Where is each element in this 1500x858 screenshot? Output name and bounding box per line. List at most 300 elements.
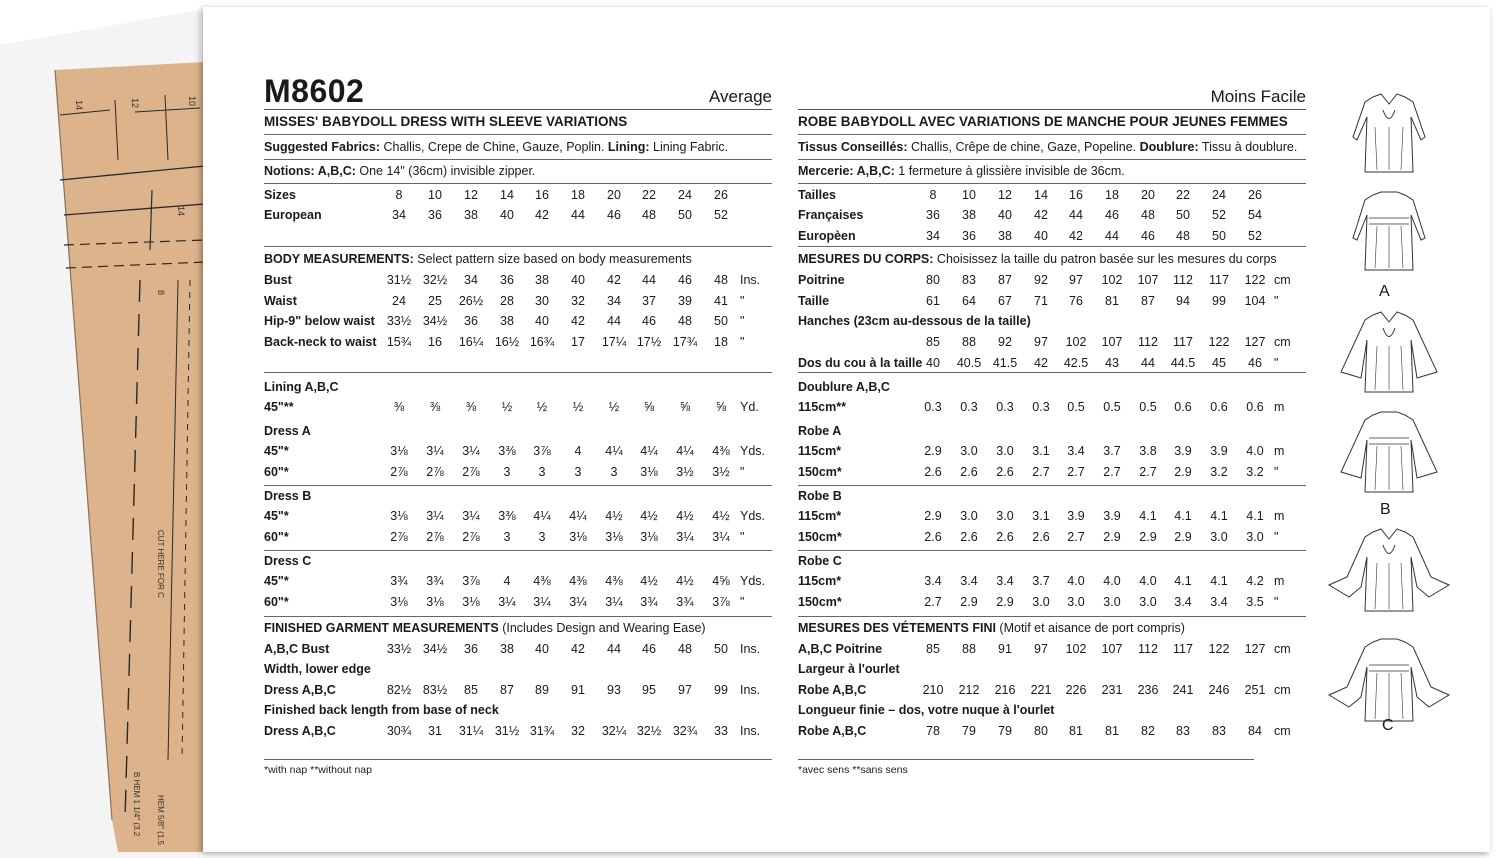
- dress-sketch: [1329, 529, 1449, 611]
- size-value: 117: [1209, 273, 1229, 287]
- row-label: 115cm**: [798, 400, 846, 414]
- body-measurements-en: BODY MEASUREMENTS: Select pattern size based on body measurements: [264, 252, 692, 266]
- size-value: 34½: [422, 314, 448, 328]
- size-value: 97: [1034, 335, 1048, 349]
- size-value: ⅜: [429, 400, 441, 414]
- size-value: 18: [714, 335, 728, 349]
- size-value: 42: [571, 642, 585, 656]
- size-value: 4⅝: [712, 574, 730, 588]
- size-value: 95: [642, 683, 656, 697]
- size-value: 2.9: [1174, 465, 1192, 479]
- size-value: 42: [571, 314, 585, 328]
- size-value: 40: [535, 314, 549, 328]
- dress-sketch: [1329, 639, 1449, 721]
- size-value: 84: [1248, 724, 1262, 738]
- size-value: 0.3: [996, 400, 1014, 414]
- size-value: 4⅜: [605, 574, 623, 588]
- row-label: 115cm*: [798, 444, 842, 458]
- size-value: 38: [500, 642, 514, 656]
- unit-label: Ins.: [740, 724, 761, 738]
- size-value: 251: [1244, 683, 1266, 697]
- unit-label: cm: [1274, 683, 1291, 697]
- size-value: 127: [1244, 335, 1266, 349]
- size-value: 42: [1069, 229, 1083, 243]
- unit-label: m: [1274, 400, 1285, 414]
- size-value: 3.7: [1103, 444, 1121, 458]
- hanches-label: Hanches (23cm au-dessous de la taille): [798, 314, 1031, 328]
- size-value: 87: [500, 683, 514, 697]
- size-value: 42: [607, 273, 621, 287]
- size-value: 34: [607, 294, 621, 308]
- size-value: 4½: [676, 509, 694, 523]
- size-value: 2.7: [1139, 465, 1157, 479]
- size-value: 3¼: [462, 509, 480, 523]
- size-value: 4.1: [1210, 509, 1228, 523]
- size-value: 2.7: [1032, 465, 1050, 479]
- size-value: 85: [926, 335, 940, 349]
- size-value: 117: [1173, 642, 1193, 656]
- size-value: 97: [1034, 642, 1048, 656]
- unit-label: m: [1274, 574, 1285, 588]
- size-value: 2⅞: [462, 530, 480, 544]
- size-value: 50: [714, 314, 728, 328]
- size-value: 3¾: [390, 574, 408, 588]
- size-value: 102: [1065, 335, 1087, 349]
- size-value: 83½: [422, 683, 448, 697]
- row-label: Back-neck to waist: [264, 335, 377, 349]
- size-value: ½: [501, 400, 513, 414]
- size-value: 3: [503, 530, 511, 544]
- unit-label: ": [1274, 465, 1279, 479]
- size-value: ½: [608, 400, 620, 414]
- lining-views-en: Lining A,B,C: [264, 380, 339, 394]
- length-label-en: Finished back length from base of neck: [264, 703, 499, 717]
- view-label-b: B: [1380, 501, 1391, 518]
- unit-label: m: [1274, 444, 1285, 458]
- size-value: 3½: [712, 465, 730, 479]
- sizes-label-en: Sizes: [264, 188, 296, 202]
- size-value: 3: [538, 465, 546, 479]
- size-value: 3¼: [676, 530, 694, 544]
- size-value: 45: [1212, 356, 1226, 370]
- unit-label: cm: [1274, 642, 1291, 656]
- row-label: Waist: [264, 294, 297, 308]
- size-value: 38: [962, 208, 976, 222]
- size-value: 2.9: [924, 444, 942, 458]
- size-value: 4: [574, 444, 582, 458]
- size-value: 85: [926, 642, 940, 656]
- size-value: 50: [678, 208, 692, 222]
- size-value: 3.0: [960, 444, 978, 458]
- sizes-label-fr: Tailles: [798, 188, 836, 202]
- size-value: 22: [642, 188, 656, 202]
- size-value: 4⅜: [712, 444, 730, 458]
- size-value: 67: [998, 294, 1012, 308]
- size-value: 17¾: [672, 335, 698, 349]
- row-label: Poitrine: [798, 273, 845, 287]
- size-value: 32¾: [672, 724, 698, 738]
- size-value: 3⅛: [605, 530, 623, 544]
- size-value: 91: [571, 683, 585, 697]
- size-value: 3.9: [1210, 444, 1228, 458]
- size-value: 3¼: [712, 530, 730, 544]
- row-label: 60"*: [264, 595, 289, 609]
- notions-fr: Mercerie: A,B,C: 1 fermeture à glissière invisible de 36cm.: [798, 164, 1125, 178]
- size-value: 79: [998, 724, 1012, 738]
- size-value: 3.4: [1210, 595, 1228, 609]
- size-value: 25: [428, 294, 442, 308]
- size-value: 30: [535, 294, 549, 308]
- size-value: 4½: [676, 574, 694, 588]
- size-value: 46: [1105, 208, 1119, 222]
- size-value: 3⅛: [462, 595, 480, 609]
- size-value: 4.1: [1139, 509, 1157, 523]
- size-value: 122: [1208, 642, 1230, 656]
- size-value: 4¼: [676, 444, 694, 458]
- unit-label: ": [740, 335, 745, 349]
- size-value: 3.4: [1067, 444, 1085, 458]
- size-value: 12: [998, 188, 1012, 202]
- size-value: 46: [607, 208, 621, 222]
- size-value: 127: [1244, 642, 1266, 656]
- size-value: 36: [428, 208, 442, 222]
- size-value: 0.5: [1139, 400, 1157, 414]
- finished-measurements-en: FINISHED GARMENT MEASUREMENTS (Includes Design and Wearing Ease): [264, 621, 706, 635]
- size-value: 3⅞: [462, 574, 480, 588]
- size-value: ½: [536, 400, 548, 414]
- size-value: 8: [929, 188, 937, 202]
- size-value: 3.0: [996, 444, 1014, 458]
- size-value: 4½: [712, 509, 730, 523]
- size-value: 89: [535, 683, 549, 697]
- row-label: Hip-9" below waist: [264, 314, 375, 328]
- view-label-a: A: [1379, 283, 1390, 300]
- fabrics-en: Suggested Fabrics: Challis, Crepe de Chine, Gauze, Poplin. Lining: Lining Fabric.: [264, 140, 729, 154]
- size-value: 2.6: [996, 530, 1014, 544]
- size-value: 3.9: [1103, 509, 1121, 523]
- size-value: 3¾: [640, 595, 658, 609]
- size-value: 4.1: [1210, 574, 1228, 588]
- row-label: Robe A,B,C: [798, 724, 867, 738]
- size-value: 38: [535, 273, 549, 287]
- size-value: 3.0: [1103, 595, 1121, 609]
- size-value: 33½: [386, 642, 412, 656]
- unit-label: ": [740, 595, 745, 609]
- largeur-label: Largeur à l'ourlet: [798, 662, 900, 676]
- size-value: 4.1: [1174, 509, 1192, 523]
- size-value: 94: [1176, 294, 1190, 308]
- size-value: 36: [926, 208, 940, 222]
- size-value: 3: [574, 465, 582, 479]
- size-value: 3: [503, 465, 511, 479]
- unit-label: ": [740, 314, 745, 328]
- row-label: 115cm*: [798, 509, 842, 523]
- size-value: 46: [642, 642, 656, 656]
- size-value: 97: [1069, 273, 1083, 287]
- size-value: 44: [642, 273, 656, 287]
- size-value: 34: [392, 208, 406, 222]
- size-value: 39: [678, 294, 692, 308]
- size-value: 31¼: [458, 724, 484, 738]
- size-value: 4¼: [569, 509, 587, 523]
- size-value: 43: [1105, 356, 1119, 370]
- row-label: Dos du cou à la taille: [798, 356, 923, 370]
- size-value: 46: [642, 314, 656, 328]
- size-value: 34: [464, 273, 478, 287]
- size-value: 3⅛: [569, 530, 587, 544]
- size-value: 4.0: [1103, 574, 1121, 588]
- size-value: 2.7: [1067, 465, 1085, 479]
- size-value: 48: [678, 314, 692, 328]
- row-label: 45"*: [264, 574, 289, 588]
- dress-sketch: [1353, 192, 1425, 270]
- size-value: 3.0: [1067, 595, 1085, 609]
- size-value: 2.6: [960, 530, 978, 544]
- size-value: 52: [714, 208, 728, 222]
- unit-label: Yds.: [740, 509, 766, 523]
- size-value: 42: [1034, 356, 1048, 370]
- size-value: 3.4: [924, 574, 942, 588]
- view-sketches: [1325, 82, 1455, 752]
- size-value: 2.6: [924, 465, 942, 479]
- row-label: 115cm*: [798, 574, 842, 588]
- size-value: 34½: [422, 642, 448, 656]
- size-value: 40: [1034, 229, 1048, 243]
- row-label: Robe A,B,C: [798, 683, 867, 697]
- size-value: 50: [714, 642, 728, 656]
- european-label: European: [264, 208, 322, 222]
- size-value: 3.4: [960, 574, 978, 588]
- size-value: 4.0: [1246, 444, 1264, 458]
- size-value: 38: [464, 208, 478, 222]
- size-value: 3¼: [426, 509, 444, 523]
- size-value: 4.2: [1246, 574, 1264, 588]
- size-value: 71: [1034, 294, 1048, 308]
- size-value: 41.5: [992, 356, 1018, 370]
- size-value: 50: [1176, 208, 1190, 222]
- size-value: 42: [535, 208, 549, 222]
- size-value: 10: [428, 188, 442, 202]
- row-label: 45"*: [264, 509, 289, 523]
- size-value: 48: [1141, 208, 1155, 222]
- size-value: 36: [500, 273, 514, 287]
- size-value: 99: [1212, 294, 1226, 308]
- size-value: 46: [1141, 229, 1155, 243]
- size-value: 3⅛: [640, 465, 658, 479]
- size-value: 16: [1069, 188, 1083, 202]
- size-value: 81: [1069, 724, 1083, 738]
- size-value: 20: [1141, 188, 1155, 202]
- size-value: 3¼: [426, 444, 444, 458]
- row-label: Dress A,B,C: [264, 683, 336, 697]
- size-value: 3⅛: [640, 530, 658, 544]
- size-value: 2⅞: [426, 530, 444, 544]
- dress-sketch: [1341, 412, 1437, 492]
- row-label: 60"*: [264, 465, 289, 479]
- size-value: 78: [926, 724, 940, 738]
- size-value: 3.0: [960, 509, 978, 523]
- size-value: 212: [958, 683, 980, 697]
- size-value: 83: [1176, 724, 1190, 738]
- difficulty-level-fr: Moins Facile: [1210, 87, 1306, 106]
- francaises-label: Françaises: [798, 208, 864, 222]
- unit-label: Yds.: [740, 574, 766, 588]
- size-value: 16: [428, 335, 442, 349]
- size-value: 3.0: [1210, 530, 1228, 544]
- size-value: 41: [714, 294, 728, 308]
- unit-label: ": [1274, 595, 1279, 609]
- notions-en: Notions: A,B,C: One 14" (36cm) invisible zipper.: [264, 164, 536, 178]
- tissue-mark: 12: [130, 98, 140, 109]
- size-value: 82: [1141, 724, 1155, 738]
- size-value: 4½: [640, 574, 658, 588]
- size-value: 36: [464, 314, 478, 328]
- unit-label: Yd.: [740, 400, 759, 414]
- size-value: 3¾: [426, 574, 444, 588]
- row-label: 60"*: [264, 530, 289, 544]
- size-value: 2.7: [1067, 530, 1085, 544]
- size-value: 241: [1172, 683, 1194, 697]
- size-value: 221: [1030, 683, 1052, 697]
- size-value: 3⅜: [498, 509, 516, 523]
- size-value: ⅝: [643, 400, 655, 414]
- size-value: 26: [1248, 188, 1262, 202]
- size-value: 107: [1101, 335, 1123, 349]
- row-label: 150cm*: [798, 530, 842, 544]
- size-value: 2⅞: [390, 465, 408, 479]
- size-value: 38: [500, 314, 514, 328]
- size-value: 81: [1105, 724, 1119, 738]
- size-value: 80: [1034, 724, 1048, 738]
- size-value: 4⅜: [569, 574, 587, 588]
- unit-label: cm: [1274, 724, 1291, 738]
- row-label: 150cm*: [798, 465, 842, 479]
- size-value: 16¼: [458, 335, 484, 349]
- size-value: 81: [1105, 294, 1119, 308]
- size-value: 40: [535, 642, 549, 656]
- size-value: 32: [571, 294, 585, 308]
- tissue-mark: 10: [187, 96, 197, 107]
- size-value: 3⅛: [390, 509, 408, 523]
- size-value: 10: [962, 188, 976, 202]
- body-measurements-fr: MESURES DU CORPS: Choisissez la taille du patron basée sur les mesures du corps: [798, 252, 1277, 266]
- title-en: MISSES' BABYDOLL DRESS WITH SLEEVE VARIATIONS: [264, 114, 628, 129]
- pattern-code: M8602: [264, 73, 365, 109]
- doublure-label: Doublure A,B,C: [798, 380, 890, 394]
- difficulty-level-en: Average: [708, 87, 772, 106]
- row-label: 45"**: [264, 400, 294, 414]
- size-value: 3.4: [996, 574, 1014, 588]
- size-value: 2.7: [924, 595, 942, 609]
- size-value: 3.1: [1032, 444, 1050, 458]
- size-value: 46: [678, 273, 692, 287]
- row-label: Dress A,B,C: [264, 724, 336, 738]
- size-value: 85: [464, 683, 478, 697]
- unit-label: Ins.: [740, 683, 761, 697]
- size-value: 3⅞: [533, 444, 551, 458]
- size-value: 80: [926, 273, 940, 287]
- size-value: 48: [642, 208, 656, 222]
- width-label-en: Width, lower edge: [264, 662, 371, 676]
- size-value: 44.5: [1170, 356, 1196, 370]
- header-en: [264, 69, 772, 110]
- size-value: 40: [998, 208, 1012, 222]
- size-value: 87: [1141, 294, 1155, 308]
- row-label: Taille: [798, 294, 830, 308]
- size-value: 17¼: [601, 335, 627, 349]
- size-value: 2.9: [1103, 530, 1121, 544]
- size-value: 40.5: [956, 356, 982, 370]
- size-value: 3.8: [1139, 444, 1157, 458]
- size-value: 16½: [494, 335, 520, 349]
- size-value: 33: [714, 724, 728, 738]
- size-value: 83: [1212, 724, 1226, 738]
- size-value: 4¼: [640, 444, 658, 458]
- pattern-envelope-back: [203, 7, 1490, 852]
- size-value: 32¼: [601, 724, 627, 738]
- size-value: 3.2: [1210, 465, 1228, 479]
- size-value: 37: [642, 294, 656, 308]
- unit-label: ": [740, 294, 745, 308]
- size-value: 2.6: [924, 530, 942, 544]
- size-value: 54: [1248, 208, 1262, 222]
- size-value: 16: [535, 188, 549, 202]
- size-value: 46: [1248, 356, 1262, 370]
- unit-label: cm: [1274, 335, 1291, 349]
- unit-label: ": [1274, 294, 1279, 308]
- unit-label: ": [740, 465, 745, 479]
- size-value: 24: [392, 294, 406, 308]
- size-value: 87: [998, 273, 1012, 287]
- size-value: 93: [607, 683, 621, 697]
- size-value: 91: [998, 642, 1012, 656]
- size-value: 4.1: [1174, 574, 1192, 588]
- size-value: 216: [994, 683, 1016, 697]
- size-value: 3¼: [605, 595, 623, 609]
- size-value: 48: [678, 642, 692, 656]
- unit-label: ": [740, 530, 745, 544]
- size-value: 0.5: [1103, 400, 1121, 414]
- size-value: 50: [1212, 229, 1226, 243]
- unit-label: ": [1274, 356, 1279, 370]
- europeen-label: Europèen: [798, 229, 856, 243]
- size-value: 30¾: [386, 724, 412, 738]
- size-value: 88: [962, 335, 976, 349]
- size-value: 97: [678, 683, 692, 697]
- tissue-mark: B HEM 1 1/4" (3.2: [132, 772, 141, 837]
- size-value: 52: [1212, 208, 1226, 222]
- size-value: 112: [1173, 273, 1193, 287]
- dress-sketch: [1341, 312, 1437, 392]
- size-value: ½: [572, 400, 584, 414]
- row-label: A,B,C Poitrine: [798, 642, 883, 656]
- size-value: 3.0: [1032, 595, 1050, 609]
- size-value: 4¼: [533, 509, 551, 523]
- size-value: 2.9: [996, 595, 1014, 609]
- size-value: 3: [538, 530, 546, 544]
- size-value: 18: [1105, 188, 1119, 202]
- size-value: 32: [571, 724, 585, 738]
- size-value: 3.4: [1174, 595, 1192, 609]
- size-value: 3.5: [1246, 595, 1264, 609]
- size-value: 4¼: [605, 444, 623, 458]
- size-value: 2.9: [924, 509, 942, 523]
- size-value: 4.1: [1246, 509, 1264, 523]
- view-label-c: C: [1382, 717, 1394, 734]
- size-value: 44: [1105, 229, 1119, 243]
- size-value: 2.6: [960, 465, 978, 479]
- unit-label: ": [1274, 530, 1279, 544]
